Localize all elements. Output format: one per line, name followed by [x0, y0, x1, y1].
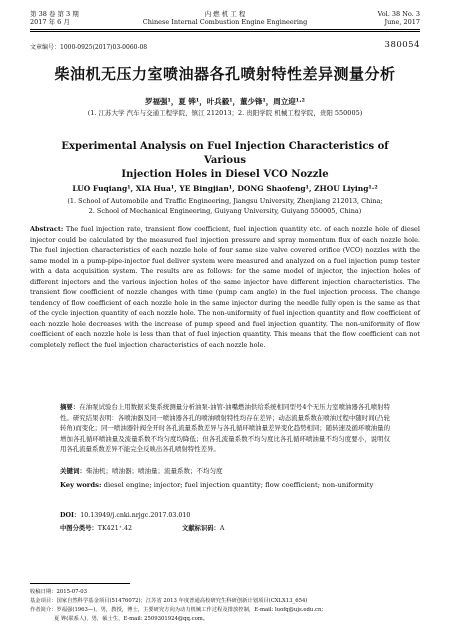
authors-en: LUO Fuqiang¹, XIA Hua¹, YE Bingjian¹, DONG Shaofeng¹, ZHOU Liying¹·²: [72, 184, 378, 193]
journal-volume-en-info: [378, 10, 420, 26]
title-en-line1: Experimental Analysis on Fuel Injection Characteristics of Various: [61, 141, 389, 166]
affiliation-en-line1: (1. School of Automobile and Traffic Engineering, Jiangsu University, Zhenjiang 212013, China;: [67, 197, 383, 205]
footnote-fund: 基金项目：国家自然科学基金项目(51476072)；江苏省 2013 年度普通高校研究生科研创新计划项目(CXLX13_654): [30, 598, 308, 604]
doc-code-label: 文献标识码：: [182, 525, 220, 532]
header-rule-top: [30, 29, 420, 30]
authors-cn: 罗福强¹，夏 铧¹，叶兵毅¹，董少锋¹，周立迎¹·²: [145, 97, 305, 106]
title-cn: 柴油机无压力室喷油器各孔喷射特性差异测量分析: [54, 65, 396, 83]
classification: [60, 523, 224, 532]
doc-code-text: A: [219, 525, 225, 532]
abstract-cn: [60, 402, 390, 455]
keywords-en-text: diesel engine; injector; fuel injection quantity; flow coefficient; non-uniformity: [101, 481, 374, 489]
journal-volume-en: Vol. 38 No. 3: [377, 10, 420, 18]
keywords-en: [60, 479, 390, 491]
doc-number: 380054: [384, 40, 420, 50]
affiliation-en: [30, 196, 420, 216]
header-rule-bottom: [30, 31, 420, 32]
footnote-rule: [30, 583, 130, 584]
affiliation-en-line2: 2. School of Mechanical Engineering, Guiyang University, Guiyang 550005, China): [88, 207, 362, 215]
journal-name-cn: 内 燃 机 工 程: [204, 10, 246, 18]
doi-label: DOI：: [60, 512, 81, 519]
abstract-en: [30, 224, 420, 350]
journal-date-en: June, 2017: [384, 18, 420, 26]
article-id: 文章编号：1000-0925(2017)03-0060-08: [30, 44, 148, 51]
clc-label: 中图分类号：: [60, 525, 98, 532]
footnote-author: 作者简介：罗福强(1963—)，男，教授，博士，主要研究方向为动力机械工作过程及排放控制，E-mail: luofq@ujs.edu.cn;: [30, 607, 324, 613]
clc-text: TK421⁺.42: [97, 525, 133, 532]
abstract-cn-text: 在油泵试验台上用数据采集系统测量分析油泵-油管-油嘴燃油供给系统相同型号4个无压力室喷油器各孔喷射特性。研究结果表明：各喷油器及同一喷油器各孔的喷油喷射特性均存在差异；动态流量系数在喷油过程中随时间(凸轮转角)而变化；同一喷油器针阀全开时各孔流量系数差异与各孔循环喷油量差异变化趋势相同；随转速及循环喷油量的增加各孔循环喷油量及流量系数不均匀度均降低；但各孔流量系数不均匀度比各孔循环喷油量不均匀度要小，说明仅用各孔流量系数差异不能完全反映出各孔喷射特性差异。: [60, 403, 390, 454]
abstract-en-text: The fuel injection rate, transient flow coefficient, fuel injection quantity etc. of each nozzle hole of diesel injector could be calculated by the measured fuel injection pressure and spray momentum flux of each nozzle hole. The fuel injection characteristics of each nozzle hole of four same size valve covered orifice (VCO) nozzles with the same model in a pump-pipe-injector fuel deliver system were measured and analyzed on a fuel injection pump tester with a data acquisition system. The results are as follows: for the same model of injector, the injection holes of different injectors and the various injection holes of the same injector have different injection characteristics. The transient flow coefficient of nozzle changes with time (pump cam angle) in the fuel injection process. The change tendency of flow coefficient of each nozzle hole in the same injector during the needle fully open is the same as that of the cycle injection quantity of each nozzle hole. The non-uniformity of fuel injection quantity and flow coefficient of each nozzle hole decreases with the increase of pump speed and fuel injection quantity. The non-uniformity of flow coefficient of each nozzle hole is less than that of fuel injection quantity. This means that the flow coefficient can not completely reflect the fuel injection characteristics of each nozzle hole.: [30, 225, 420, 349]
abstract-en-label: Abstract:: [30, 225, 64, 233]
affiliation-cn: (1. 江苏大学 汽车与交通工程学院，镇江 212013；2. 贵阳学院 机械工程学院，贵阳 550005): [87, 109, 363, 117]
keywords-en-label: Key words:: [60, 481, 102, 489]
footnote-received: 收稿日期：2015-07-03: [30, 589, 88, 595]
title-en-line2: Injection Holes in Diesel VCO Nozzle: [121, 169, 329, 180]
title-en: [40, 140, 410, 182]
keywords-cn-label: 关键词：: [60, 467, 86, 475]
journal-name-en: Chinese Internal Combustion Engine Engineering: [142, 18, 308, 26]
abstract-cn-label: 摘要：: [60, 403, 80, 411]
keywords-cn: [60, 466, 390, 476]
keywords-cn-text: 柴油机；喷油器；喷油量；流量系数；不均匀度: [86, 467, 223, 475]
journal-date-cn: 2017 年 6 月: [30, 18, 70, 26]
footnotes: [30, 588, 420, 624]
doi: [60, 510, 190, 519]
doi-text: 10.13949/j.cnki.nrjgc.2017.03.010: [80, 512, 191, 519]
journal-volume: 第 38 卷 第 3 期: [30, 10, 79, 18]
footnote-corresponding: 夏 铧(联系人)，男，硕士生，E-mail: 2509301924@qq.com。: [54, 616, 209, 622]
